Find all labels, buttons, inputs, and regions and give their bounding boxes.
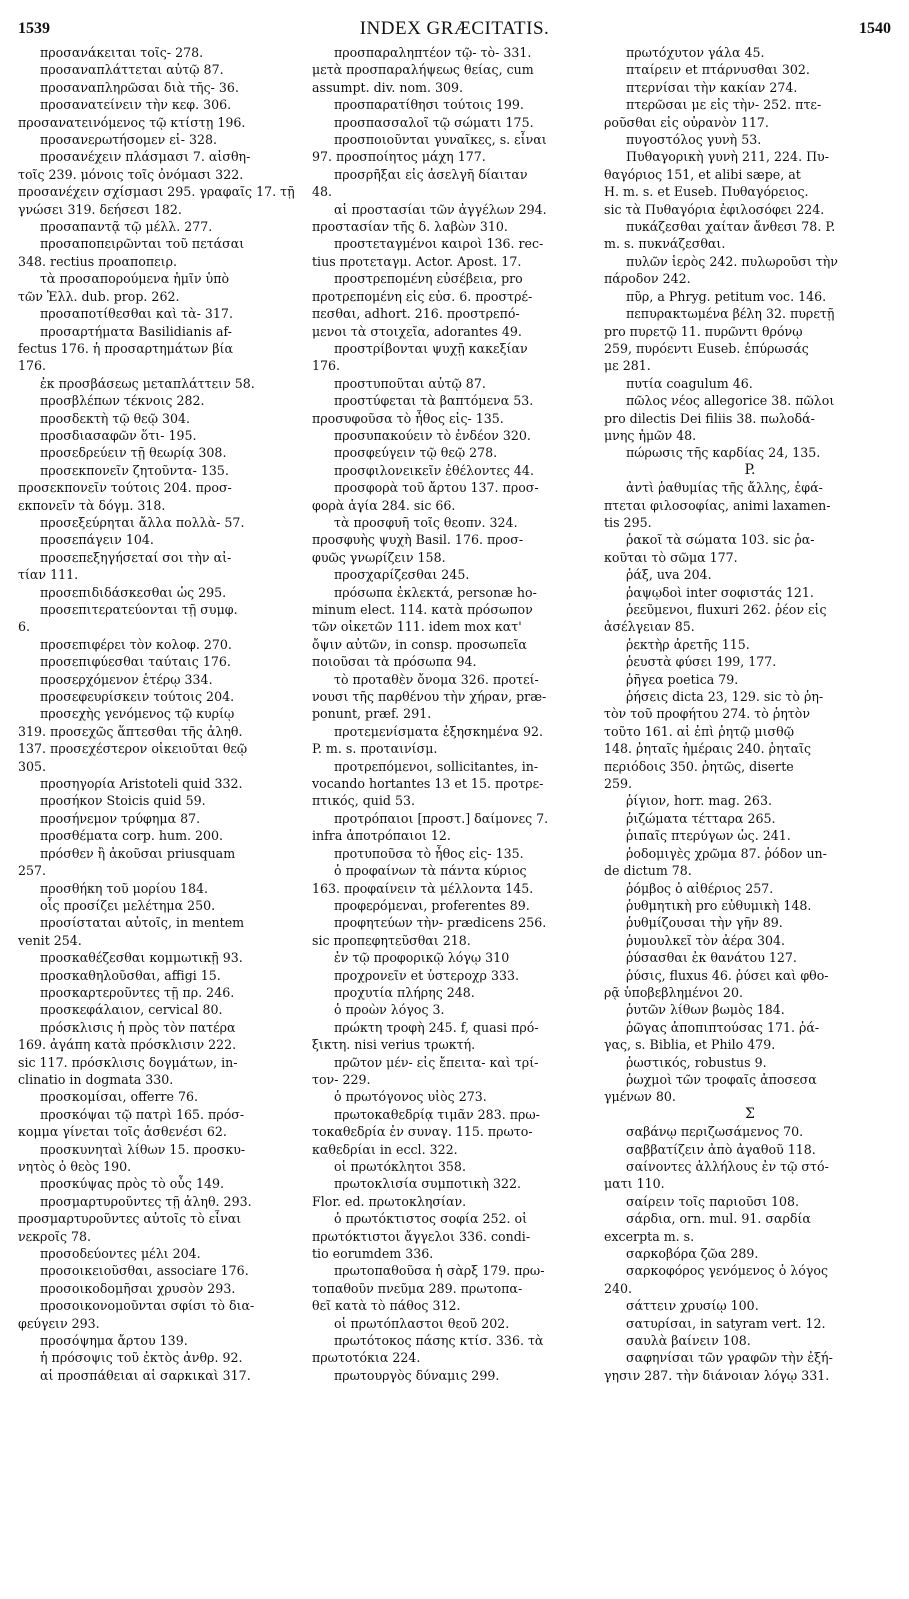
index-line: προσίσταται αὐτοῖς, in mentem <box>40 915 245 931</box>
index-line: προσήκον Stoicis quid 59. <box>40 793 206 809</box>
index-line: τοκαθεδρία ἐν συναγ. 115. πρωτο- <box>312 1124 533 1140</box>
index-line: ῥιζώματα τέτταρα 265. <box>626 810 776 826</box>
index-line: tis 295. <box>604 514 652 530</box>
index-line: σαφηνίσαι τῶν γραφῶν τὴν ἐξή- <box>626 1350 833 1366</box>
index-line: 97. προσποίητος μάχη 177. <box>312 149 486 165</box>
index-line: προτρεπόμενοι, sollicitantes, in- <box>334 758 539 774</box>
index-line: πρῶτον μέν- εἰς ἔπειτα- καὶ τρί- <box>334 1054 539 1070</box>
index-line: πρόσωπα ἐκλεκτά, personæ ho- <box>334 584 537 600</box>
index-line: ἡ πρόσοψις τοῦ ἐκτὸς ἀνθρ. 92. <box>40 1350 243 1366</box>
index-line: τίαν 111. <box>18 567 79 583</box>
index-line: πάροδον 242. <box>604 271 691 287</box>
index-line: προσεχὴς γενόμενος τῷ κυρίῳ <box>40 706 235 722</box>
index-line: προσφορὰ τοῦ ἄρτου 137. προσ- <box>334 480 539 496</box>
index-line: πρωτοτόκια 224. <box>312 1350 421 1366</box>
index-line: tius προτεταγμ. Actor. Apost. 17. <box>312 253 522 269</box>
index-line: σαβάνῳ περιζωσάμενος 70. <box>626 1124 804 1140</box>
index-line: γμένων 80. <box>604 1089 676 1105</box>
index-line: τῶν οἰκετῶν 111. idem mox κατ' <box>312 619 522 635</box>
index-line: οἱ πρωτόπλαστοι θεοῦ 202. <box>334 1315 510 1331</box>
index-line: προσεπιδιδάσκεσθαι ὡς 295. <box>40 584 227 600</box>
index-line: ῥύσις, fluxus 46. ῥύσει καὶ φθο- <box>626 967 829 983</box>
index-line: φυῶς γνωρίζειν 158. <box>312 549 446 565</box>
index-line: ἐν τῷ προφορικῷ λόγῳ 310 <box>334 950 510 966</box>
index-line: προσεκπονεῖν τούτοις 204. προσ- <box>18 480 232 496</box>
index-line: προσφεύγειν τῷ θεῷ 278. <box>334 445 498 461</box>
index-line: vocando hortantes 13 et 15. προτρε- <box>312 776 544 792</box>
index-line: εκπονεῖν τὰ δόγμ. 318. <box>18 497 166 513</box>
index-line: πυγοστόλος γυνὴ 53. <box>626 132 762 148</box>
index-line: κομμα γίνεται τοῖς ἀσθενέσι 62. <box>18 1124 227 1140</box>
index-line: τοῖς 239. μόνοις τοῖς ὀνόμασι 322. <box>18 166 244 182</box>
index-line: προσδιασαφῶν ὅτι- 195. <box>40 427 197 443</box>
index-line: προφερόμεναι, proferentes 89. <box>334 897 530 913</box>
index-line: σαββατίζειν ἀπὸ ἀγαθοῦ 118. <box>626 1141 816 1157</box>
index-line: προσμαρτυροῦντες αὐτοῖς τὸ εἶναι <box>18 1211 242 1227</box>
index-line: σαρκοβόρα ζῶα 289. <box>626 1246 759 1262</box>
page-number-right: 1540 <box>859 20 891 37</box>
index-line: ῥυτῶν λίθων βωμὸς 184. <box>626 1002 785 1018</box>
index-line: πρόσκλισις ἡ πρὸς τὸν πατέρα <box>40 1019 236 1035</box>
index-line: ῥυθμητικὴ pro εὐθυμικὴ 148. <box>626 897 812 913</box>
index-line: προχυτία πλήρης 248. <box>334 984 475 1000</box>
index-line: προσηγορία Aristoteli quid 332. <box>40 776 243 792</box>
index-line: προσεπάγειν 104. <box>40 532 154 548</box>
index-column-3 <box>604 44 896 1584</box>
index-line: de dictum 78. <box>604 863 692 879</box>
index-line: sic 117. πρόσκλισις δογμάτων, in- <box>18 1054 238 1070</box>
index-line: προστρίβονται ψυχῇ κακεξίαν <box>334 340 528 356</box>
index-line: προσανερωτήσομεν εἰ- 328. <box>40 132 218 148</box>
index-line: ponunt, præf. 291. <box>312 706 432 722</box>
index-line: προσεπιφέρει τὸν κολοφ. 270. <box>40 636 232 652</box>
index-line: μετὰ προσπαραλήψεως θείας, cum <box>312 62 534 78</box>
index-line: ὁ προὼν λόγος 3. <box>334 1002 445 1018</box>
index-line: προσερχόμενον ἑτέρῳ 334. <box>40 671 213 687</box>
index-line: 48. <box>312 184 333 200</box>
index-line: προσοδεύοντες μέλι 204. <box>40 1246 201 1262</box>
index-line: προσθήκη τοῦ μορίου 184. <box>40 880 209 896</box>
index-line: νουσι τῆς παρθένου τὴν χήραν, præ- <box>312 689 547 705</box>
index-line: φορὰ ἁγία 284. sic 66. <box>312 497 456 513</box>
index-line: προτεμενίσματα ἐξησκημένα 92. <box>334 723 543 739</box>
index-line: τῶν Ἑλλ. dub. prop. 262. <box>18 288 180 304</box>
index-line: προσφυὴς ψυχὴ Basil. 176. προσ- <box>312 532 524 548</box>
index-line: 257. <box>18 863 47 879</box>
index-line: προσανέχειν πλάσμασι 7. αἰσθη- <box>40 149 251 165</box>
index-line: φεύγειν 293. <box>18 1315 100 1331</box>
index-line: προχρονεῖν et ὑστεροχρ 333. <box>334 967 519 983</box>
running-title: INDEX GRÆCITATIS. <box>359 18 550 39</box>
page-number-left: 1539 <box>18 20 50 37</box>
index-line: πρωτοκαθεδρίᾳ τιμᾶν 283. πρω- <box>334 1106 540 1122</box>
index-line: πρωτοκλισία συμποτικὴ 322. <box>334 1176 521 1192</box>
index-line: προσυπακούειν τὸ ἐνδέον 320. <box>334 427 531 443</box>
index-line: θαγόριος 151, et alibi sæpe, at <box>604 166 801 182</box>
index-line: προστύφεται τὰ βαπτόμενα 53. <box>334 393 534 409</box>
index-column-2 <box>312 44 598 1584</box>
index-line: ὁ πρωτόγονος υἱὸς 273. <box>334 1089 487 1105</box>
section-letter: Σ <box>745 1105 755 1122</box>
index-line: προσφιλονεικεῖν ἐθέλοντες 44. <box>334 462 534 478</box>
index-line: προτρόπαιοι [προστ.] δαίμονες 7. <box>334 810 549 826</box>
index-line: προσόψημα ἄρτου 139. <box>40 1333 188 1349</box>
index-line: πρωτότοκος πάσης κτίσ. 336. τὰ <box>334 1333 544 1349</box>
index-line: m. s. πυκνάζεσθαι. <box>604 236 726 252</box>
index-line: 319. προσεχῶς ἅπτεσθαι τῆς ἀληθ. <box>18 723 243 739</box>
index-line: ῥῶγας ἀποπιπτούσας 171. ῥά- <box>626 1019 820 1035</box>
index-line: ματι 110. <box>604 1176 665 1192</box>
index-line: προσεφευρίσκειν τούτοις 204. <box>40 689 235 705</box>
index-line: γας, s. Biblia, et Philo 479. <box>604 1037 776 1053</box>
index-line: ῥήσεις dicta 23, 129. sic τὸ ῥη- <box>626 689 824 705</box>
index-line: προσεπιτερατεύονται τῇ συμφ. <box>40 602 238 617</box>
index-line: ξικτη. nisi verius τρωκτή. <box>312 1037 476 1053</box>
index-line: ῥαψῳδοὶ inter σοφιστάς 121. <box>626 584 814 600</box>
index-line: προσαποπειρῶνται τοῦ πετάσαι <box>40 236 245 252</box>
index-line: pro πυρετῷ 11. πυρῶντι θρόνῳ <box>604 323 803 339</box>
index-line: minum elect. 114. κατὰ πρόσωπον <box>312 602 533 617</box>
index-line: προσκυνηταὶ λίθων 15. προσκυ- <box>40 1141 246 1157</box>
index-line: προσκαθηλοῦσθαι, affigi 15. <box>40 967 221 983</box>
index-line: σαίνοντες ἀλλήλους ἐν τῷ στό- <box>626 1159 829 1174</box>
index-line: προσυφοῦσα τὸ ἦθος εἰς- 135. <box>312 410 504 426</box>
index-line: προσεπιφύεσθαι ταύταις 176. <box>40 654 231 670</box>
index-line: προσανέχειν σχίσμασι 295. γραφαῖς 17. τῇ <box>18 184 295 200</box>
index-line: ῥάξ, uva 204. <box>626 567 712 583</box>
index-line: προσανατεινόμενος τῷ κτίστῃ 196. <box>18 114 246 130</box>
index-column-1 <box>18 44 296 1584</box>
index-line: προσεξεύρηται ἄλλα πολλὰ- 57. <box>40 514 245 530</box>
index-line: οἱ πρωτόκλητοι 358. <box>334 1159 466 1174</box>
index-line: μενοι τὰ στοιχεῖα, adorantes 49. <box>312 323 522 339</box>
index-line: ῥύσασθαι ἐκ θανάτου 127. <box>626 950 797 966</box>
index-line: ἐκ προσβάσεως μεταπλάττειν 58. <box>40 375 255 391</box>
index-line: 305. <box>18 758 47 774</box>
index-line: 6. <box>18 619 31 635</box>
index-line: ῥιπαῖς πτερύγων ὡς. 241. <box>626 828 791 844</box>
index-line: αἱ προσπάθειαι αἱ σαρκικαὶ 317. <box>40 1367 251 1383</box>
index-line: προστεταγμένοι καιροὶ 136. rec- <box>334 236 544 252</box>
index-line: 240. <box>604 1280 633 1296</box>
index-line: νεκροῖς 78. <box>18 1228 92 1244</box>
index-line: πρώκτη τροφὴ 245. f, quasi πρό- <box>334 1019 539 1035</box>
index-line: προσβλέπων τέκνοις 282. <box>40 393 205 409</box>
index-line: προτυποῦσα τὸ ἦθος εἰς- 135. <box>334 845 524 861</box>
index-line: πεπυρακτωμένα βέλη 32. πυρετῇ <box>626 306 835 322</box>
index-line: ῥωστικός, robustus 9. <box>626 1054 767 1070</box>
index-line: πτερνίσαι τὴν κακίαν 274. <box>626 79 798 95</box>
index-line: προσήνεμον τρύφημα 87. <box>40 810 201 826</box>
index-line: ῥίγιον, horr. mag. 263. <box>626 793 772 809</box>
index-line: assumpt. div. nom. 309. <box>312 79 464 95</box>
index-line: infra ἀποτρόπαιοι 12. <box>312 828 451 844</box>
index-line: μνης ἡμῶν 48. <box>604 427 697 443</box>
index-line: πτεται φιλοσοφίας, animi laxamen- <box>604 497 831 513</box>
index-line: 137. προσεχέστερον οἰκειοῦται θεῷ <box>18 741 248 757</box>
index-line: καθεδρίαι in eccl. 322. <box>312 1141 458 1157</box>
index-line: προσαπαντᾷ τῷ μέλλ. 277. <box>40 219 213 235</box>
index-line: Flor. ed. πρωτοκλησίαν. <box>312 1193 467 1209</box>
index-line: προσαναπληρῶσαι διὰ τῆς- 36. <box>40 79 239 95</box>
index-line: προσκεφάλαιον, cervical 80. <box>40 1002 223 1018</box>
index-line: ῥεεῦμενοι, fluxuri 262. ῥέον εἰς <box>626 602 827 617</box>
index-line: σαρκοφόρος γενόμενος ὁ λόγος <box>626 1263 829 1279</box>
index-line: ὄψιν αὐτῶν, in consp. προσωπεῖα <box>312 636 527 652</box>
index-line: ῥυμουλκεῖ τὸν ἀέρα 304. <box>626 932 785 948</box>
index-line: excerpta m. s. <box>604 1228 695 1244</box>
index-line: προσκόψαι τῷ πατρὶ 165. πρόσ- <box>40 1106 245 1122</box>
index-line: προσκύψας πρὸς τὸ οὖς 149. <box>40 1176 225 1192</box>
index-line: 259. <box>604 776 633 792</box>
index-line: πρωτουργὸς δύναμις 299. <box>334 1367 500 1383</box>
index-line: προσμαρτυροῦντες τῇ ἀληθ. 293. <box>40 1193 252 1209</box>
index-line: προσπαραληπτέον τῷ- τὸ- 331. <box>334 45 532 60</box>
index-line: αἱ προστασίαι τῶν ἀγγέλων 294. <box>334 201 547 217</box>
index-line: πρόσθεν ἢ ἀκοῦσαι priusquam <box>40 845 236 861</box>
index-line: προσεδρεύειν τῇ θεωρίᾳ 308. <box>40 445 227 461</box>
index-line: προσεπεξηγήσεταί σοι τὴν αἰ- <box>40 549 232 565</box>
index-line: οἷς προσίζει μελέτημα 250. <box>40 897 216 913</box>
index-line: προσοικοδομῆσαι χρυσὸν 293. <box>40 1280 236 1296</box>
index-line: ὁ προφαίνων τὰ πάντα κύριος <box>334 863 527 879</box>
index-line: θεῖ κατὰ τὸ πάθος 312. <box>312 1298 461 1314</box>
section-letter: P. <box>744 461 756 478</box>
index-line: sic προπεφητεῦσθαι 218. <box>312 932 471 948</box>
index-line: γησιν 287. τὴν διάνοιαν λόγῳ 331. <box>604 1367 830 1383</box>
index-line: προτρεπομένη εἰς εὐσ. 6. προστρέ- <box>312 288 533 304</box>
index-line: προστυποῦται αὐτῷ 87. <box>334 375 486 391</box>
index-line: νητὸς ὁ θεὸς 190. <box>18 1159 132 1174</box>
index-line: προσκαθέζεσθαι κομμωτικῇ 93. <box>40 950 243 966</box>
index-line: προσκομίσαι, offerre 76. <box>40 1089 198 1105</box>
index-line: με 281. <box>604 358 651 374</box>
index-line: γνώσει 319. δεήσεσι 182. <box>18 201 182 217</box>
index-line: P. m. s. προταινίσμ. <box>312 741 438 757</box>
index-line: 348. rectius προαποπειρ. <box>18 253 178 269</box>
index-line: πῦρ, a Phryg. petitum voc. 146. <box>626 288 827 304</box>
index-line: ῥωχμοὶ τῶν τροφαῖς ἀποσεσα <box>626 1071 817 1087</box>
index-line: προσθέματα corp. hum. 200. <box>40 828 224 844</box>
index-line: προσοικονομοῦνται σφίσι τὸ δια- <box>40 1298 255 1314</box>
index-line: ὁ πρωτόκτιστος σοφία 252. οἱ <box>334 1211 528 1227</box>
index-line: προσανατείνειν τὴν κεφ. 306. <box>40 97 232 113</box>
index-line: πυλῶν ἱερὸς 242. πυλωροῦσι τὴν <box>626 253 838 269</box>
index-line: προσεκπονεῖν ζητοῦντα- 135. <box>40 462 229 478</box>
index-line: ροῦσθαι εἰς οὐρανὸν 117. <box>604 114 769 130</box>
index-line: tio eorumdem 336. <box>312 1246 434 1262</box>
index-line: sic τὰ Πυθαγόρια ἐφιλοσόφει 224. <box>604 201 825 217</box>
index-line: Πυθαγορικὴ γυνὴ 211, 224. Πυ- <box>626 149 829 165</box>
index-line: προφητεύων τὴν- prædicens 256. <box>334 915 547 931</box>
index-line: τὸν τοῦ προφήτου 274. τὸ ῥητὸν <box>604 706 811 722</box>
index-line: τον- 229. <box>312 1071 371 1087</box>
index-line: ἀσέλγειαν 85. <box>604 619 695 635</box>
index-line: τὰ προσφυῆ τοῖς θεοπν. 324. <box>334 514 518 530</box>
index-line: ῥοδομιγὲς χρῶμα 87. ῥόδον un- <box>626 845 827 861</box>
index-line: σατυρίσαι, in satyram vert. 12. <box>626 1315 826 1331</box>
index-line: ῥεκτὴρ ἀρετῆς 115. <box>626 636 750 652</box>
index-line: σαίρειν τοῖς παριοῦσι 108. <box>626 1193 800 1209</box>
index-line: προσπαρατίθησι τούτοις 199. <box>334 97 524 113</box>
index-line: πταίρειν et πτάρνυσθαι 302. <box>626 62 810 78</box>
index-line: H. m. s. et Euseb. Πυθαγόρειος. <box>604 184 809 200</box>
index-line: προσαρτήματα Basilidianis af- <box>40 323 232 339</box>
index-line: προσχαρίζεσθαι 245. <box>334 567 470 583</box>
index-line: προσκαρτεροῦντες τῇ πρ. 246. <box>40 984 235 1000</box>
index-line: 148. ῥηταῖς ἡμέραις 240. ῥηταῖς <box>604 741 812 757</box>
index-line: πυκάζεσθαι χαίταν ἄνθεσι 78. P. <box>626 219 836 235</box>
index-line: τὰ προσαπορούμενα ἡμῖν ὑπὸ <box>40 271 230 287</box>
index-line: πτερῶσαι με εἰς τὴν- 252. πτε- <box>626 97 822 113</box>
index-line: ῥόμβος ὁ αἰθέριος 257. <box>626 880 774 896</box>
index-line: προσποιοῦνται γυναῖκες, s. εἶναι <box>334 132 547 148</box>
index-line: προσρῆξαι εἰς ἀσελγῆ δίαιταν <box>334 166 528 182</box>
index-line: pro dilectis Dei filiis 38. πωλοδά- <box>604 410 815 426</box>
index-line: πτικός, quid 53. <box>312 793 415 809</box>
index-line: περιόδοις 350. ῥητῶς, diserte <box>604 758 794 774</box>
index-line: πρωτόκτιστοι ἄγγελοι 336. condi- <box>312 1228 531 1244</box>
index-line: προσανάκειται τοῖς- 278. <box>40 45 204 60</box>
index-line: προστασίαν τῆς δ. λαβὼν 310. <box>312 219 508 235</box>
index-line: 176. <box>18 358 47 374</box>
index-line: ρᾷ ὑποβεβλημένοι 20. <box>604 984 743 1000</box>
index-line: τοπαθοῦν πνεῦμα 289. πρωτοπα- <box>312 1280 523 1296</box>
index-line: πώρωσις τῆς καρδίας 24, 135. <box>626 445 821 461</box>
index-line: σάττειν χρυσίῳ 100. <box>626 1298 759 1314</box>
index-line: ποιοῦσαι τὰ πρόσωπα 94. <box>312 654 477 670</box>
index-line: προσπασσαλοῖ τῷ σώματι 175. <box>334 114 534 130</box>
index-line: ἀντὶ ῥαθυμίας τῆς ἄλλης, ἐφά- <box>626 480 823 496</box>
index-line: ῥακοῖ τὰ σώματα 103. sic ῥα- <box>626 532 815 548</box>
index-line: fectus 176. ἡ προσαρτημάτων βία <box>18 340 233 356</box>
index-line: venit 254. <box>18 932 82 948</box>
index-line: προσαποτίθεσθαι καὶ τὰ- 317. <box>40 306 233 322</box>
index-line: σάρδια, orn. mul. 91. σαρδία <box>626 1211 811 1227</box>
index-line: τοῦτο 161. αἱ ἐπὶ ῥητῷ μισθῷ <box>604 723 794 739</box>
index-line: προσοικειοῦσθαι, associare 176. <box>40 1263 249 1279</box>
index-line: προσδεκτὴ τῷ θεῷ 304. <box>40 410 191 426</box>
index-line: 169. ἀγάπη κατὰ πρόσκλισιν 222. <box>18 1037 237 1053</box>
index-line: κοῦται τὸ σῶμα 177. <box>604 549 738 565</box>
index-line: 176. <box>312 358 341 374</box>
index-line: ῥευστὰ φύσει 199, 177. <box>626 654 777 670</box>
index-line: πυτία coagulum 46. <box>626 375 753 391</box>
index-line: προσαναπλάττεται αὐτῷ 87. <box>40 62 224 78</box>
index-line: πεσθαι, adhort. 216. προστρεπό- <box>312 306 520 322</box>
index-line: πρωτοπαθοῦσα ἡ σὰρξ 179. πρω- <box>334 1263 545 1279</box>
index-line: σαυλὰ βαίνειν 108. <box>626 1333 751 1349</box>
index-line: clinatio in dogmata 330. <box>18 1071 174 1087</box>
index-line: 163. προφαίνειν τὰ μέλλοντα 145. <box>312 880 534 896</box>
index-line: ῥῆγεα poetica 79. <box>626 671 739 687</box>
index-line: τὸ προταθὲν ὄνομα 326. προτεί- <box>334 671 539 687</box>
index-line: 259, πυρόεντι Euseb. ἐπύρωσάς <box>604 340 809 356</box>
index-line: ῥυθμίζουσαι τὴν γῆν 89. <box>626 915 783 931</box>
index-line: προστρεπομένη εὐσέβεια, pro <box>334 271 523 287</box>
index-line: πῶλος νέος allegorice 38. πῶλοι <box>626 393 835 409</box>
index-line: πρωτόχυτον γάλα 45. <box>626 45 765 60</box>
